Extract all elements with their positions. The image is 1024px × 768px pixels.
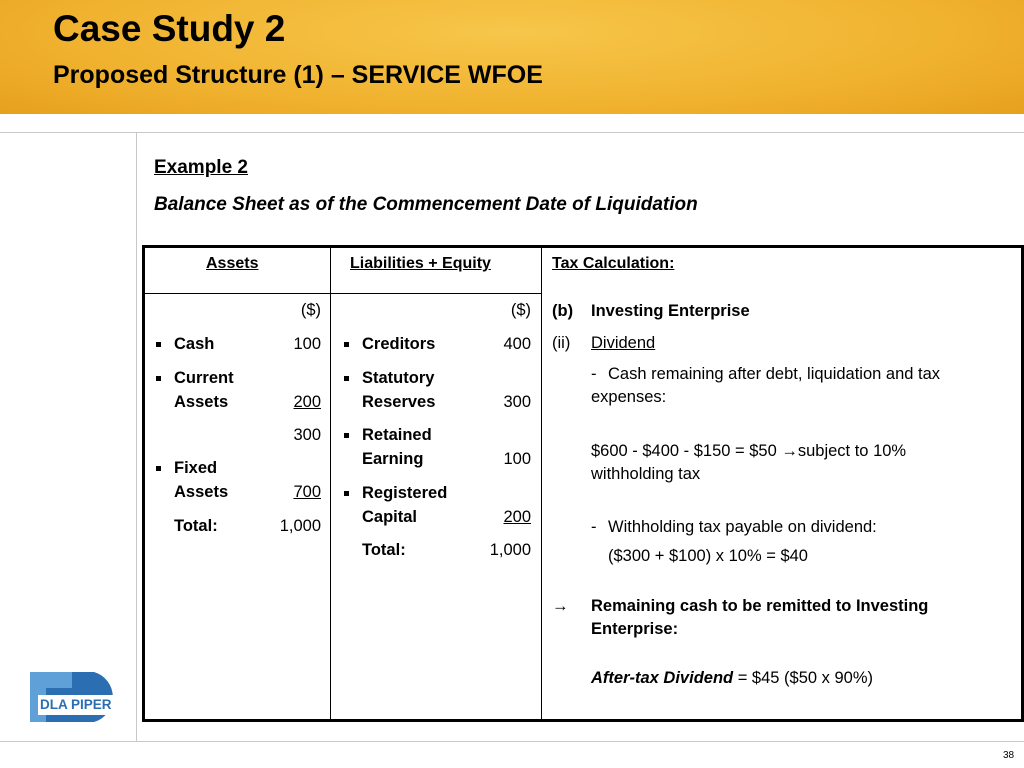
slide-subtitle: Proposed Structure (1) – SERVICE WFOE [53, 61, 543, 89]
assets-subtotal: 300 [293, 426, 321, 444]
cash-label: Cash [174, 335, 215, 353]
slide-title: Case Study 2 [53, 8, 286, 49]
assets-total-label: Total: [174, 517, 218, 535]
cash-remaining-text: expenses: [591, 388, 667, 406]
retained-earning-label: Retained [362, 426, 432, 444]
bullet-icon [344, 376, 349, 381]
creditors-value: 400 [503, 335, 531, 353]
current-assets-label: Current [174, 369, 234, 387]
registered-capital-value: 200 [503, 508, 531, 526]
bullet-icon [156, 466, 161, 471]
tax-calculation-header: Tax Calculation: [552, 255, 675, 272]
left-divider [136, 132, 137, 742]
after-tax-value: = $45 ($50 x 90%) [733, 669, 873, 687]
arrow-icon: → [552, 597, 569, 615]
page-number: 38 [1003, 750, 1015, 761]
calc-text: $600 - $400 - $150 = $50 →subject to 10% [591, 442, 907, 460]
column-divider [541, 245, 542, 722]
logo-text: DLA PIPER [40, 697, 112, 712]
withholding-label: Withholding tax payable on dividend: [608, 518, 877, 536]
liabilities-total-value: 1,000 [489, 541, 531, 559]
fixed-assets-label: Fixed [174, 459, 218, 477]
assets-currency: ($) [300, 301, 321, 319]
liabilities-equity-header: Liabilities + Equity [350, 255, 491, 272]
statutory-reserves-label: Statutory [362, 369, 435, 387]
tax-ii-marker: (ii) [552, 334, 571, 352]
tax-b-marker: (b) [552, 302, 574, 320]
example-label: Example 2 [154, 157, 248, 178]
remaining-cash-text: Remaining cash to be remitted to Investing [591, 597, 929, 615]
calc-text: withholding tax [591, 465, 701, 483]
dla-piper-logo-icon [24, 668, 120, 722]
retained-earning-label: Earning [362, 450, 424, 468]
liabilities-total-label: Total: [362, 541, 406, 559]
bullet-icon [344, 342, 349, 347]
remaining-cash-text: Enterprise: [591, 620, 679, 638]
bullet-icon [156, 342, 161, 347]
title-banner [0, 0, 1024, 114]
current-assets-label: Assets [174, 393, 229, 411]
registered-capital-label: Capital [362, 508, 418, 526]
statutory-reserves-value: 300 [503, 393, 531, 411]
header-row-divider [142, 293, 542, 294]
after-tax-label: After-tax Dividend [591, 669, 734, 687]
dash-marker: - [591, 365, 597, 383]
cash-remaining-text: Cash remaining after debt, liquidation and tax [608, 365, 941, 383]
fixed-assets-label: Assets [174, 483, 229, 501]
liabilities-currency: ($) [510, 301, 531, 319]
bottom-divider [0, 741, 1024, 742]
tax-ii-title: Dividend [591, 334, 656, 352]
assets-total-value: 1,000 [279, 517, 321, 535]
bullet-icon [344, 491, 349, 496]
assets-header: Assets [206, 255, 259, 272]
current-assets-value: 200 [293, 393, 321, 411]
statutory-reserves-label: Reserves [362, 393, 436, 411]
dash-marker: - [591, 518, 597, 536]
registered-capital-label: Registered [362, 484, 448, 502]
column-divider [330, 245, 331, 722]
cash-value: 100 [293, 335, 321, 353]
withholding-calc: ($300 + $100) x 10% = $40 [608, 547, 808, 565]
creditors-label: Creditors [362, 335, 436, 353]
after-tax-dividend [591, 667, 873, 690]
top-divider [0, 132, 1024, 133]
balance-sheet-title: Balance Sheet as of the Commencement Date of Liquidation [154, 194, 698, 215]
fixed-assets-value: 700 [293, 483, 321, 501]
bullet-icon [156, 376, 161, 381]
bullet-icon [344, 433, 349, 438]
retained-earning-value: 100 [503, 450, 531, 468]
tax-b-title: Investing Enterprise [591, 302, 750, 320]
